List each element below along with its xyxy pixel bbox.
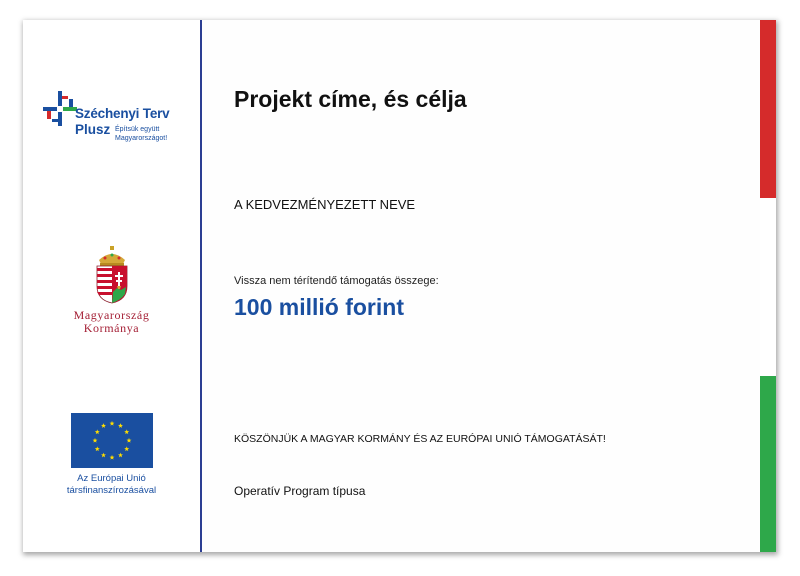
hungarian-flag-white-stripe: [760, 198, 776, 376]
szechenyi-cross-icon: [43, 91, 77, 127]
eu-cofinancing-line1: Az Európai Unió: [77, 473, 146, 484]
szechenyi-terv-logo: [43, 91, 193, 151]
szechenyi-title: Széchenyi Terv: [75, 106, 170, 121]
thanks-statement: KÖSZÖNJÜK A MAGYAR KORMÁNY ÉS AZ EURÓPAI UNIÓ TÁMOGATÁSÁT!: [234, 433, 606, 445]
government-line1: Magyarország: [73, 308, 150, 322]
project-title: Projekt címe, és célja: [234, 86, 467, 112]
coat-of-arms-icon: [91, 246, 133, 304]
szechenyi-slogan-line2: Magyarországot!: [115, 135, 168, 142]
szechenyi-slogan: [115, 125, 195, 143]
logo-sidebar: [23, 20, 200, 552]
beneficiary-name: A KEDVEZMÉNYEZETT NEVE: [234, 197, 416, 212]
hungarian-flag-red-stripe: [760, 20, 776, 198]
government-line2: Kormánya: [83, 321, 140, 335]
eu-flag-icon: [71, 413, 153, 468]
main-content: [202, 20, 760, 552]
szechenyi-slogan-line1: Építsük együtt: [115, 126, 160, 133]
grant-amount-value: 100 millió forint: [234, 294, 404, 320]
eu-cofinancing-line2: társfinanszírozásával: [66, 485, 157, 496]
grant-amount-label: Vissza nem térítendő támogatás összege:: [234, 275, 439, 287]
poster-card: [23, 20, 776, 552]
szechenyi-plusz: Plusz: [75, 122, 111, 137]
hungarian-flag-green-stripe: [760, 376, 776, 552]
program-type: Operatív Program típusa: [234, 484, 366, 498]
